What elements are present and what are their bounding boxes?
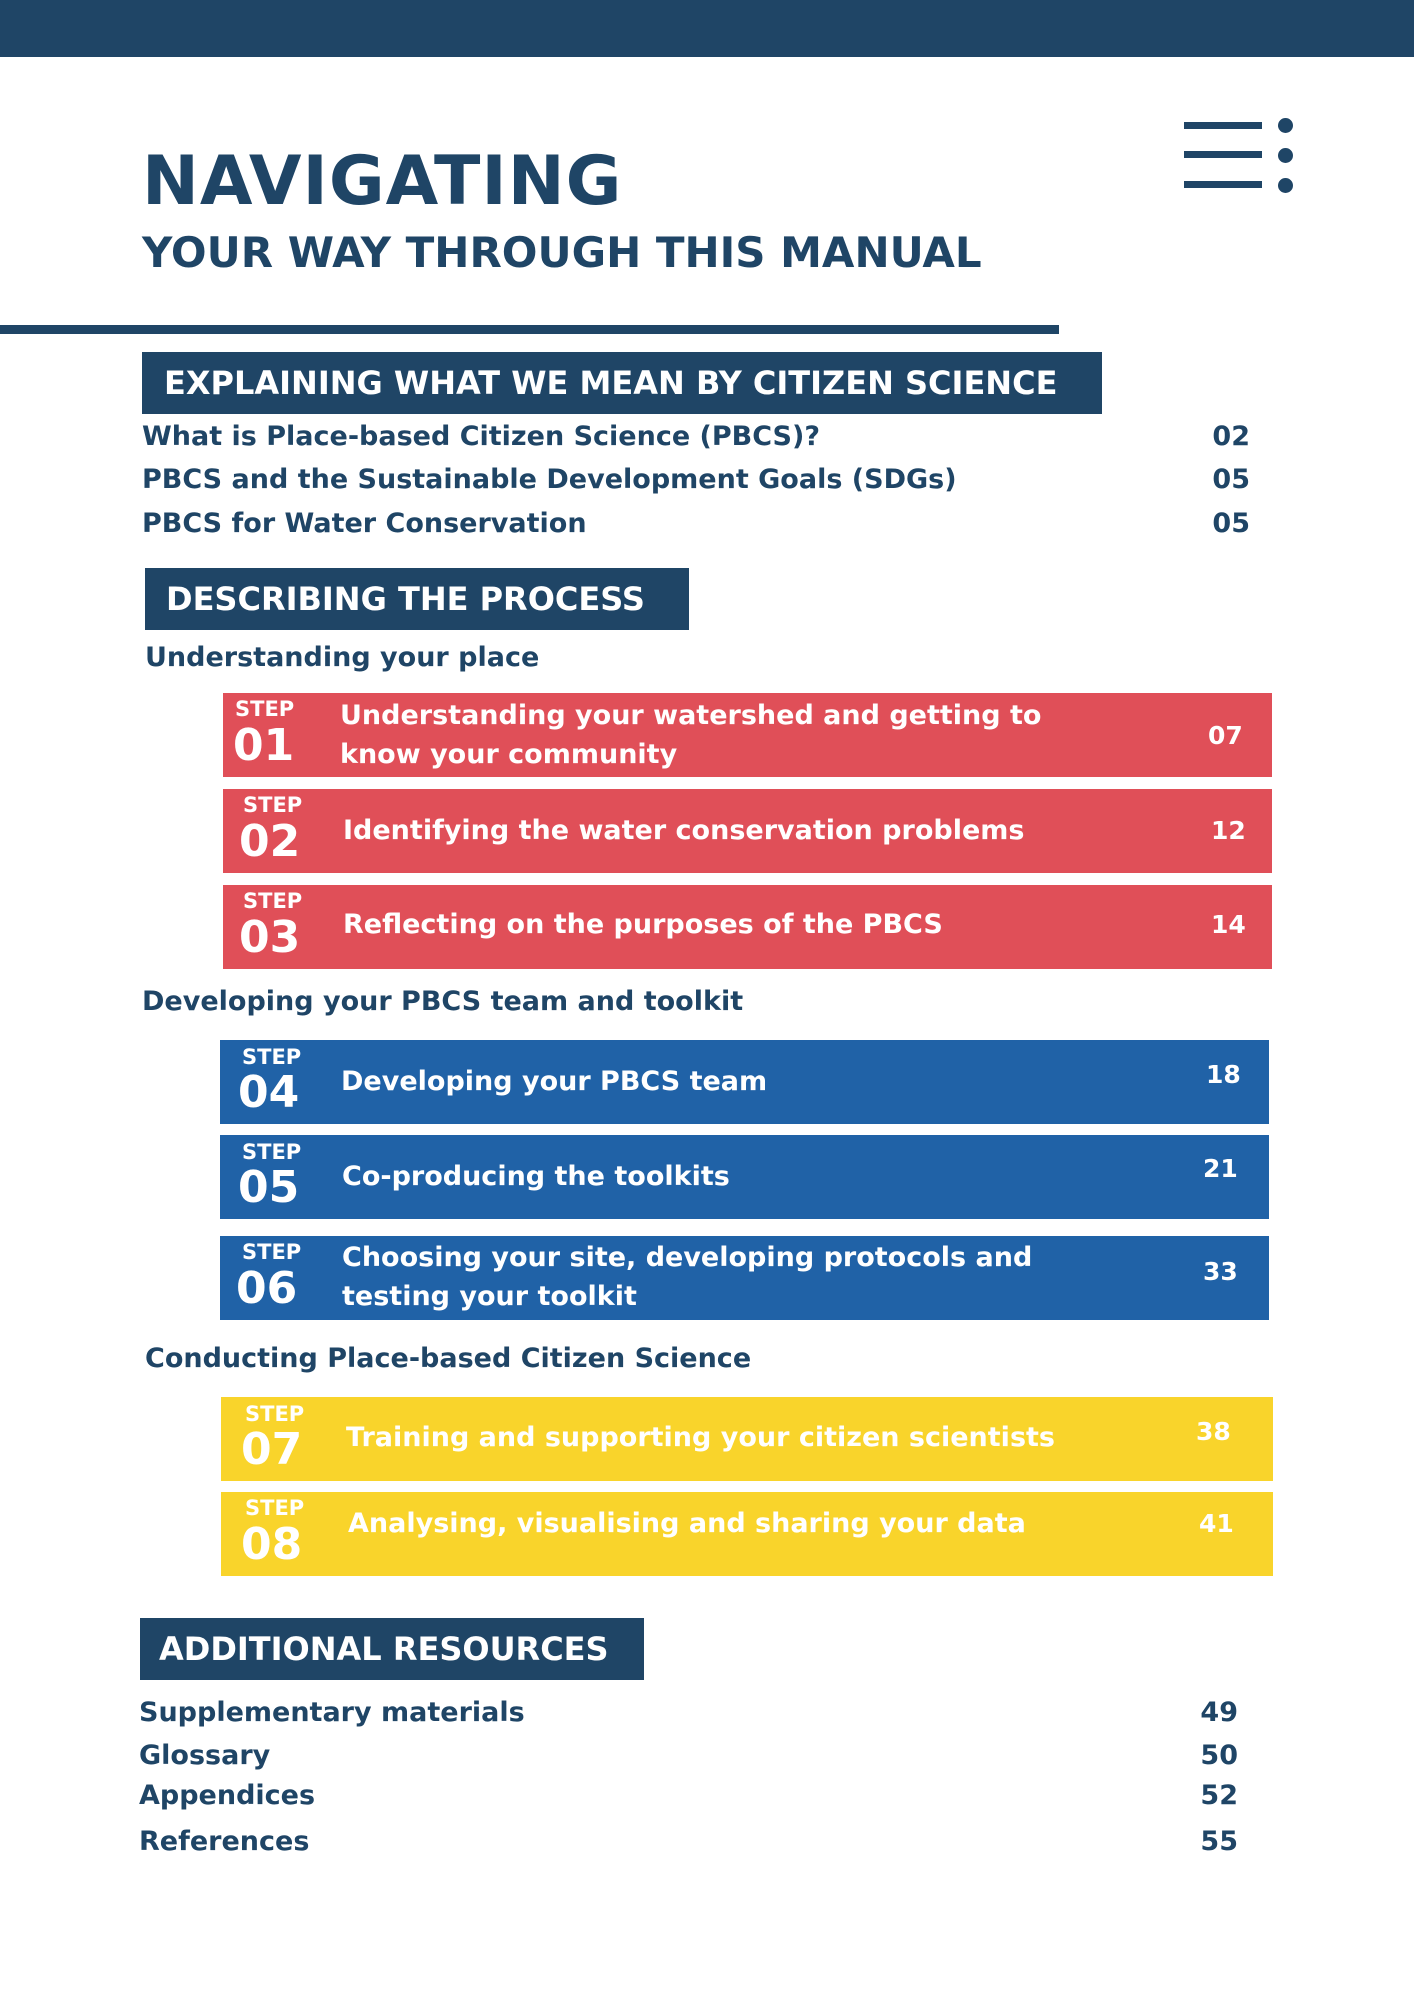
step-row-03[interactable] xyxy=(223,885,1272,969)
toc-item-title[interactable]: PBCS for Water Conservation xyxy=(142,508,587,539)
menu-dot xyxy=(1278,178,1293,193)
section-heading-additional: ADDITIONAL RESOURCES xyxy=(140,1618,644,1680)
toc-item-page: 52 xyxy=(1200,1780,1238,1811)
toc-item-title[interactable]: Supplementary materials xyxy=(139,1697,525,1728)
step-label: STEP xyxy=(242,1140,302,1164)
step-label: STEP xyxy=(245,1402,305,1426)
step-row-06[interactable] xyxy=(220,1236,1269,1320)
step-number: 08 xyxy=(241,1519,303,1570)
step-label: STEP xyxy=(243,793,303,817)
step-page: 14 xyxy=(1211,910,1246,939)
menu-dot xyxy=(1278,118,1293,133)
group-heading: Understanding your place xyxy=(145,642,540,673)
step-page: 07 xyxy=(1208,721,1243,750)
toc-item-title[interactable]: What is Place-based Citizen Science (PBCS)? xyxy=(142,421,821,452)
page-subtitle: YOUR WAY THROUGH THIS MANUAL xyxy=(142,228,982,277)
step-row-04[interactable] xyxy=(220,1040,1269,1124)
step-number: 03 xyxy=(239,912,301,963)
step-label: STEP xyxy=(245,1496,305,1520)
step-page: 21 xyxy=(1203,1154,1238,1183)
toc-item-page: 02 xyxy=(1212,421,1250,452)
step-number: 01 xyxy=(233,720,295,771)
menu-line xyxy=(1184,181,1262,188)
step-title: Reflecting on the purposes of the PBCS xyxy=(343,909,943,940)
page-title: NAVIGATING xyxy=(142,142,623,221)
top-banner xyxy=(0,0,1414,57)
step-title: Analysing, visualising and sharing your data xyxy=(348,1508,1026,1539)
step-label: STEP xyxy=(235,697,295,721)
step-label: STEP xyxy=(242,1045,302,1069)
step-number: 05 xyxy=(238,1162,300,1213)
group-heading: Conducting Place-based Citizen Science xyxy=(145,1343,752,1374)
step-page: 18 xyxy=(1206,1060,1241,1089)
step-number: 02 xyxy=(239,816,301,867)
step-label: STEP xyxy=(243,889,303,913)
step-title: Understanding your watershed and getting to know your community xyxy=(340,700,1042,770)
section-heading-explaining: EXPLAINING WHAT WE MEAN BY CITIZEN SCIENCE xyxy=(142,352,1102,414)
step-title: Identifying the water conservation problems xyxy=(343,815,1025,846)
step-page: 33 xyxy=(1203,1257,1238,1286)
menu-line xyxy=(1184,151,1262,158)
toc-item-page: 49 xyxy=(1200,1697,1238,1728)
section-heading-process: DESCRIBING THE PROCESS xyxy=(145,568,689,630)
toc-item-title[interactable]: Appendices xyxy=(139,1780,316,1811)
step-label: STEP xyxy=(242,1240,302,1264)
step-number: 06 xyxy=(236,1263,298,1314)
title-divider xyxy=(0,325,1059,334)
step-number: 07 xyxy=(241,1424,303,1475)
step-row-08[interactable] xyxy=(221,1492,1273,1576)
toc-item-page: 50 xyxy=(1200,1740,1238,1771)
step-row-02[interactable] xyxy=(223,789,1272,873)
step-title: Choosing your site, developing protocols and testing your toolkit xyxy=(342,1242,1033,1312)
step-row-05[interactable] xyxy=(220,1135,1269,1219)
group-heading: Developing your PBCS team and toolkit xyxy=(142,986,744,1017)
step-title: Co-producing the toolkits xyxy=(342,1161,730,1192)
step-page: 12 xyxy=(1211,816,1246,845)
step-number: 04 xyxy=(238,1067,300,1118)
step-page: 38 xyxy=(1196,1417,1231,1446)
menu-line xyxy=(1184,122,1262,129)
step-row-01[interactable] xyxy=(223,693,1272,777)
menu-dot xyxy=(1278,148,1293,163)
step-title: Training and supporting your citizen scientists xyxy=(346,1422,1055,1453)
menu-icon[interactable] xyxy=(1184,118,1294,196)
toc-item-title[interactable]: PBCS and the Sustainable Development Goals (SDGs) xyxy=(142,464,957,495)
step-row-07[interactable] xyxy=(221,1397,1273,1481)
toc-item-page: 55 xyxy=(1200,1826,1238,1857)
toc-item-title[interactable]: Glossary xyxy=(139,1740,271,1771)
toc-item-page: 05 xyxy=(1212,464,1250,495)
step-title: Developing your PBCS team xyxy=(341,1066,768,1097)
toc-item-title[interactable]: References xyxy=(139,1826,310,1857)
toc-item-page: 05 xyxy=(1212,508,1250,539)
step-page: 41 xyxy=(1199,1509,1234,1538)
